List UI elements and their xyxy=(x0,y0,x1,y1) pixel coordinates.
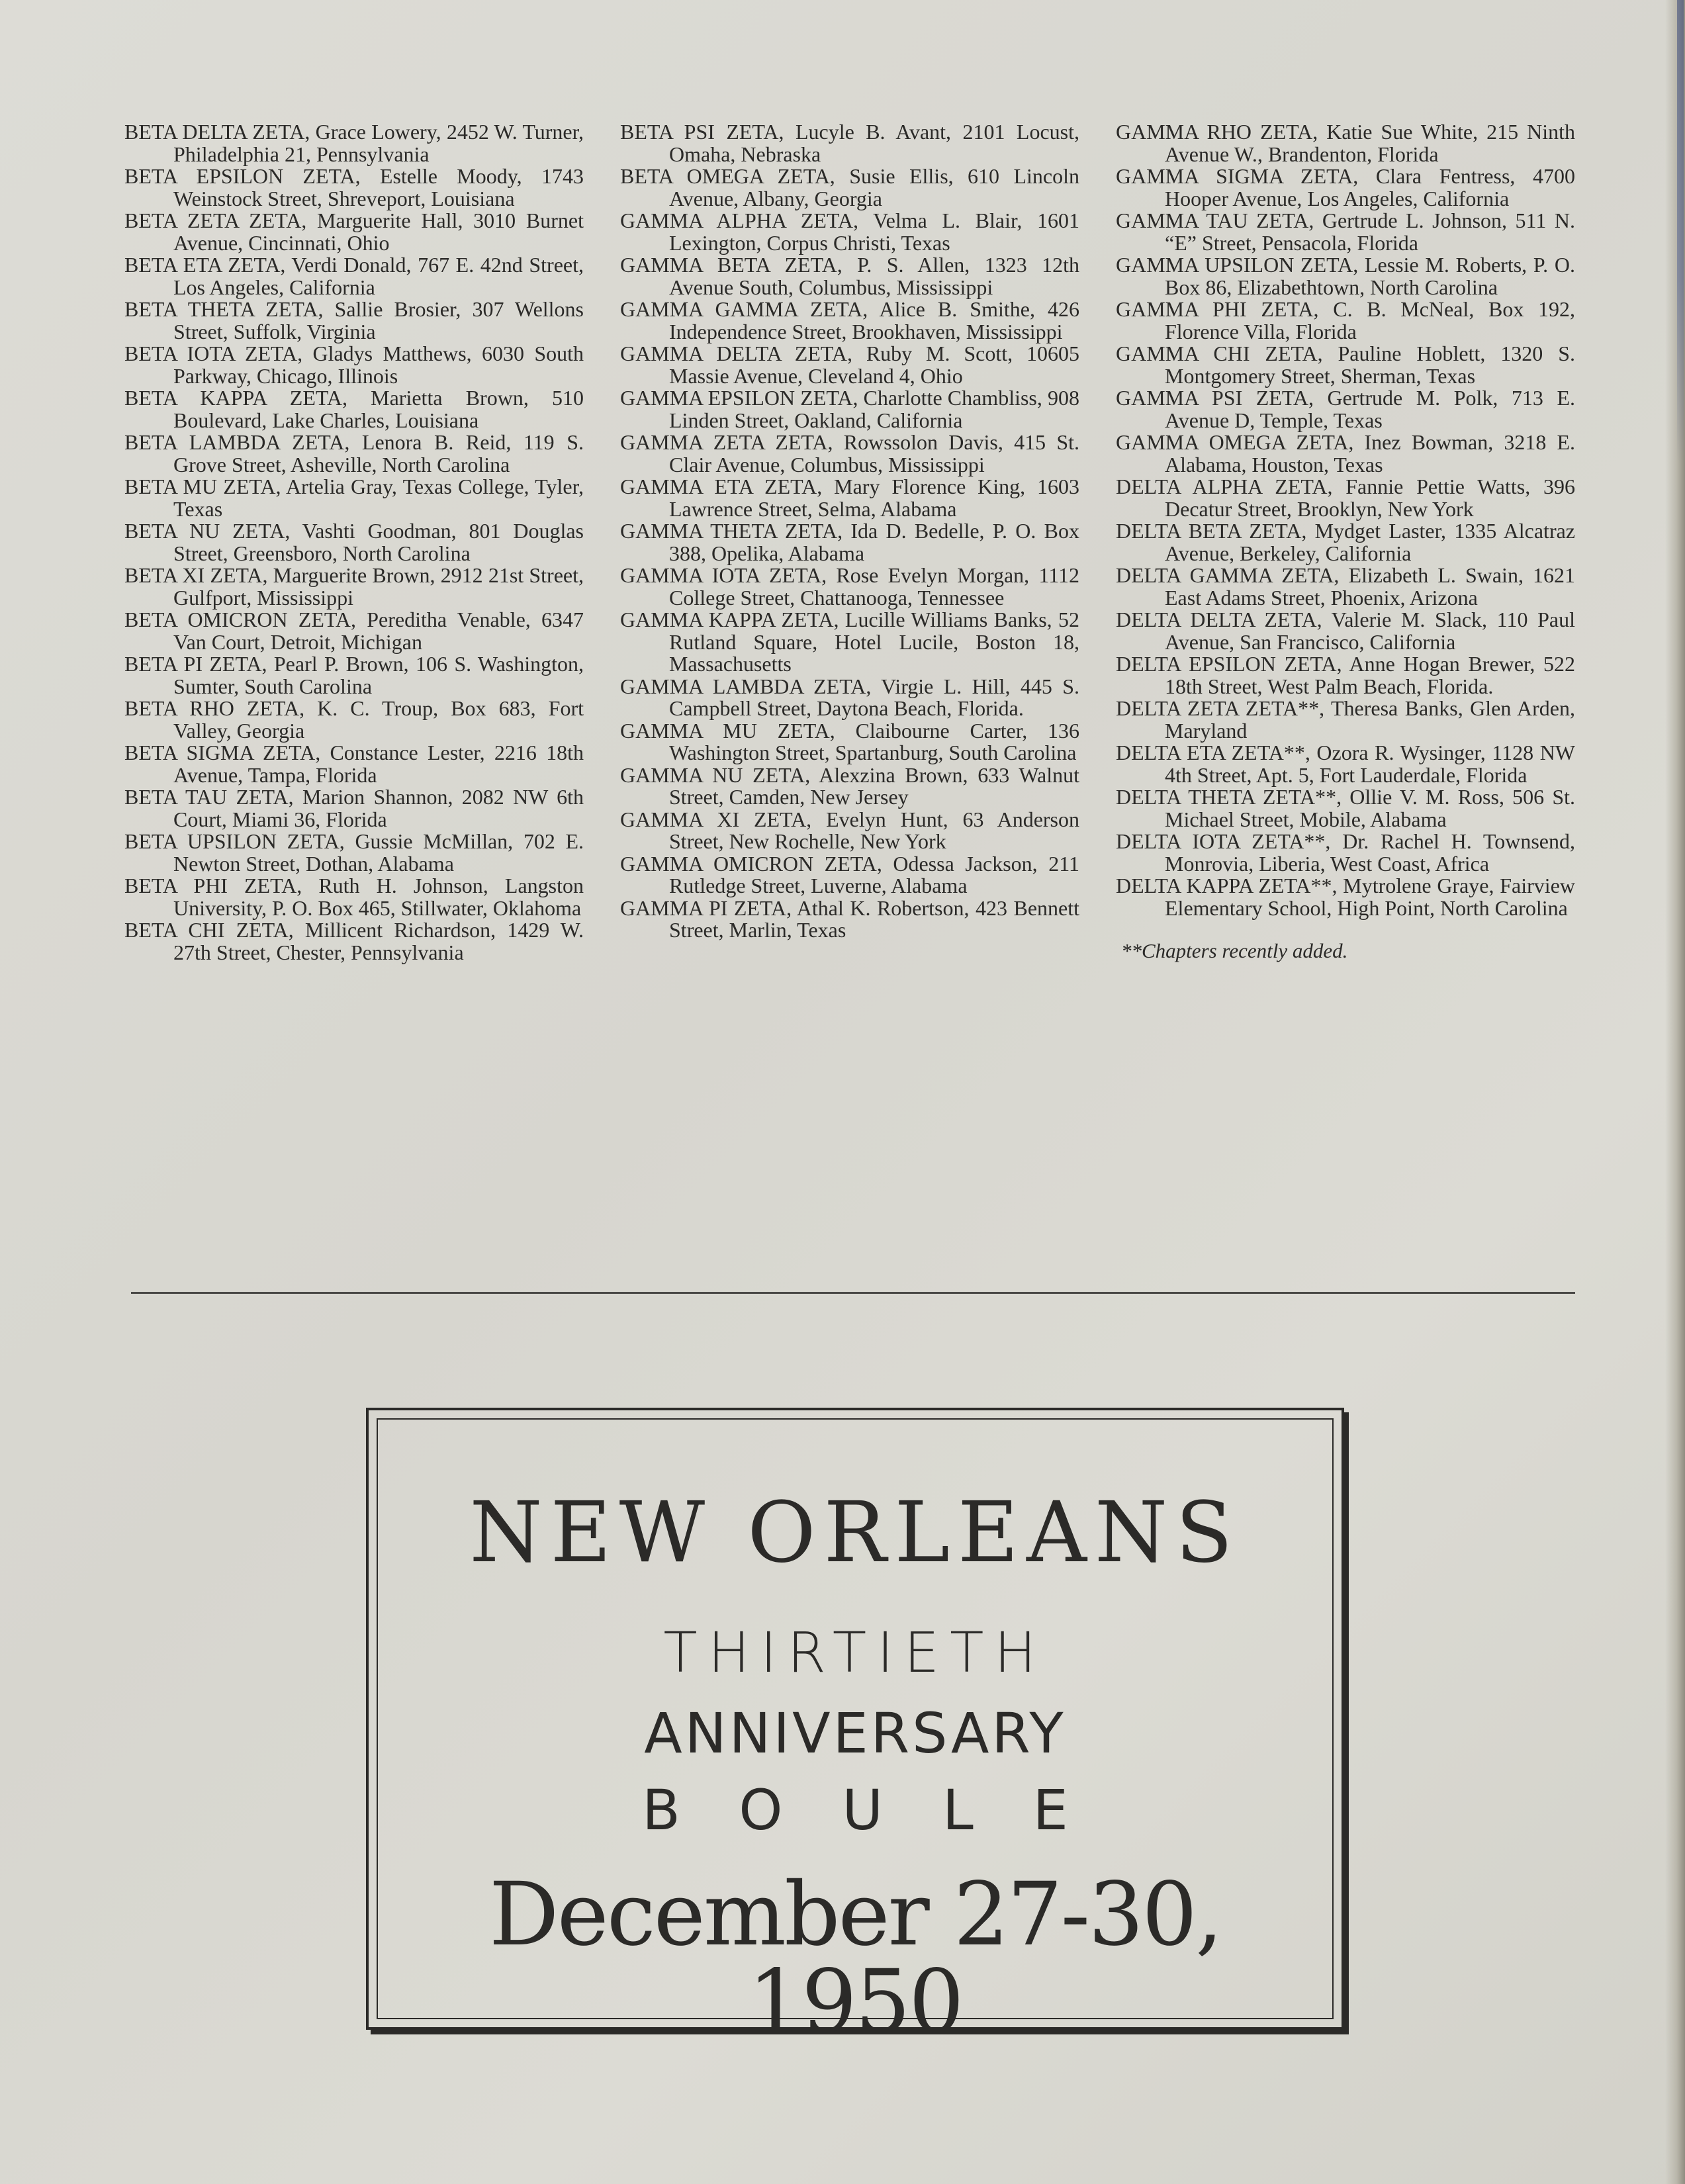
chapter-entry: GAMMA BETA ZETA, P. S. Allen, 1323 12th Avenue South, Columbus, Mississippi xyxy=(620,253,1079,299)
chapter-entry: BETA RHO ZETA, K. C. Troup, Box 683, Fort Valley, Georgia xyxy=(124,696,584,743)
chapter-entry: GAMMA XI ZETA, Evelyn Hunt, 63 Anderson Street, New Rochelle, New York xyxy=(620,807,1079,853)
chapter-entry: GAMMA MU ZETA, Claibourne Carter, 136 Washington Street, Spartanburg, South Carolina xyxy=(620,718,1079,764)
chapter-entry: BETA ETA ZETA, Verdi Donald, 767 E. 42nd Street, Los Angeles, California xyxy=(124,253,584,299)
chapter-entry: BETA ZETA ZETA, Marguerite Hall, 3010 Burnet Avenue, Cincinnati, Ohio xyxy=(124,208,584,255)
chapter-entry: DELTA DELTA ZETA, Valerie M. Slack, 110 Paul Avenue, San Francisco, California xyxy=(1116,608,1575,654)
chapter-entry: DELTA EPSILON ZETA, Anne Hogan Brewer, 522 18th Street, West Palm Beach, Florida. xyxy=(1116,652,1575,698)
chapter-entry: BETA CHI ZETA, Millicent Richardson, 1429 W. 27th Street, Chester, Pennsylvania xyxy=(124,918,584,964)
chapter-entry: BETA LAMBDA ZETA, Lenora B. Reid, 119 S. Grove Street, Asheville, North Carolina xyxy=(124,430,584,477)
chapter-entry: GAMMA IOTA ZETA, Rose Evelyn Morgan, 1112 College Street, Chattanooga, Tennessee xyxy=(620,563,1079,610)
chapter-entry: BETA KAPPA ZETA, Marietta Brown, 510 Boulevard, Lake Charles, Louisiana xyxy=(124,386,584,432)
boule-inner-frame xyxy=(377,1418,1334,2053)
chapter-entry: BETA THETA ZETA, Sallie Brosier, 307 Wellons Street, Suffolk, Virginia xyxy=(124,297,584,343)
chapter-entry: DELTA BETA ZETA, Mydget Laster, 1335 Alcatraz Avenue, Berkeley, California xyxy=(1116,519,1575,565)
chapter-entry: BETA IOTA ZETA, Gladys Matthews, 6030 South Parkway, Chicago, Illinois xyxy=(124,341,584,388)
chapter-entry: GAMMA SIGMA ZETA, Clara Fentress, 4700 Hooper Avenue, Los Angeles, California xyxy=(1116,164,1575,210)
chapter-entry: DELTA GAMMA ZETA, Elizabeth L. Swain, 1621 East Adams Street, Phoenix, Arizona xyxy=(1116,563,1575,610)
directory-column-3 xyxy=(1116,121,1575,983)
chapter-entry: BETA DELTA ZETA, Grace Lowery, 2452 W. Turner, Philadelphia 21, Pennsylvania xyxy=(124,120,584,166)
chapter-entry: GAMMA RHO ZETA, Katie Sue White, 215 Ninth Avenue W., Brandenton, Florida xyxy=(1116,120,1575,166)
boule-announcement xyxy=(366,1408,1344,2053)
chapter-entry: BETA PI ZETA, Pearl P. Brown, 106 S. Washington, Sumter, South Carolina xyxy=(124,652,584,698)
directory-column-1 xyxy=(124,121,584,983)
chapter-entry: BETA MU ZETA, Artelia Gray, Texas College, Tyler, Texas xyxy=(124,475,584,521)
announcement-dates: December 27-30, 1950 xyxy=(488,1864,1222,2053)
chapter-entry: BETA SIGMA ZETA, Constance Lester, 2216 18th Avenue, Tampa, Florida xyxy=(124,741,584,787)
chapter-entry: GAMMA KAPPA ZETA, Lucille Williams Banks, 52 Rutland Square, Hotel Lucile, Boston 18, Massachusetts xyxy=(620,608,1079,676)
chapter-entry: BETA PHI ZETA, Ruth H. Johnson, Langston University, P. O. Box 465, Stillwater, Oklahoma xyxy=(124,874,584,920)
chapter-entry: BETA EPSILON ZETA, Estelle Moody, 1743 Weinstock Street, Shreveport, Louisiana xyxy=(124,164,584,210)
chapter-entry: BETA XI ZETA, Marguerite Brown, 2912 21st Street, Gulfport, Mississippi xyxy=(124,563,584,610)
chapter-entry: GAMMA EPSILON ZETA, Charlotte Chambliss, 908 Linden Street, Oakland, California xyxy=(620,386,1079,432)
chapter-entry: GAMMA DELTA ZETA, Ruby M. Scott, 10605 Massie Avenue, Cleveland 4, Ohio xyxy=(620,341,1079,388)
chapter-directory xyxy=(124,121,1575,983)
chapter-entry: GAMMA NU ZETA, Alexzina Brown, 633 Walnut Street, Camden, New Jersey xyxy=(620,762,1079,809)
announcement-city: NEW ORLEANS xyxy=(469,1484,1241,1581)
announcement-line-1: THIRTIETH xyxy=(663,1620,1047,1685)
chapter-entry: GAMMA PSI ZETA, Gertrude M. Polk, 713 E. Avenue D, Temple, Texas xyxy=(1116,386,1575,432)
chapter-entry: BETA UPSILON ZETA, Gussie McMillan, 702 E. Newton Street, Dothan, Alabama xyxy=(124,829,584,876)
page-edge-tint xyxy=(1677,0,1684,463)
chapter-entry: DELTA ALPHA ZETA, Fannie Pettie Watts, 396 Decatur Street, Brooklyn, New York xyxy=(1116,475,1575,521)
chapter-entry: GAMMA LAMBDA ZETA, Virgie L. Hill, 445 S. Campbell Street, Daytona Beach, Florida. xyxy=(620,674,1079,720)
chapter-entry: GAMMA UPSILON ZETA, Lessie M. Roberts, P. O. Box 86, Elizabethtown, North Carolina xyxy=(1116,253,1575,299)
chapter-entry: GAMMA GAMMA ZETA, Alice B. Smithe, 426 Independence Street, Brookhaven, Mississippi xyxy=(620,297,1079,343)
chapter-entry: BETA OMEGA ZETA, Susie Ellis, 610 Lincoln Avenue, Albany, Georgia xyxy=(620,164,1079,210)
chapter-entry: GAMMA ZETA ZETA, Rowssolon Davis, 415 St. Clair Avenue, Columbus, Mississippi xyxy=(620,430,1079,477)
chapter-entry: GAMMA ALPHA ZETA, Velma L. Blair, 1601 Lexington, Corpus Christi, Texas xyxy=(620,208,1079,255)
chapter-entry: GAMMA PHI ZETA, C. B. McNeal, Box 192, Florence Villa, Florida xyxy=(1116,297,1575,343)
chapter-entry: GAMMA ETA ZETA, Mary Florence King, 1603 Lawrence Street, Selma, Alabama xyxy=(620,475,1079,521)
chapter-entry: GAMMA THETA ZETA, Ida D. Bedelle, P. O. Box 388, Opelika, Alabama xyxy=(620,519,1079,565)
chapter-entry: BETA NU ZETA, Vashti Goodman, 801 Douglas Street, Greensboro, North Carolina xyxy=(124,519,584,565)
chapter-entry: DELTA KAPPA ZETA**, Mytrolene Graye, Fairview Elementary School, High Point, North Carolina xyxy=(1116,874,1575,920)
footnote: **Chapters recently added. xyxy=(1121,939,1348,962)
directory-column-2 xyxy=(620,121,1079,983)
section-divider xyxy=(131,1292,1575,1294)
announcement-line-3: BOULE xyxy=(642,1778,1128,1843)
chapter-entry: GAMMA OMICRON ZETA, Odessa Jackson, 211 Rutledge Street, Luverne, Alabama xyxy=(620,851,1079,897)
chapter-entry: BETA OMICRON ZETA, Pereditha Venable, 6347 Van Court, Detroit, Michigan xyxy=(124,608,584,654)
chapter-entry: GAMMA TAU ZETA, Gertrude L. Johnson, 511 N. “E” Street, Pensacola, Florida xyxy=(1116,208,1575,255)
chapter-entry: DELTA THETA ZETA**, Ollie V. M. Ross, 506 St. Michael Street, Mobile, Alabama xyxy=(1116,785,1575,831)
chapter-entry: GAMMA CHI ZETA, Pauline Hoblett, 1320 S. Montgomery Street, Sherman, Texas xyxy=(1116,341,1575,388)
chapter-entry: BETA PSI ZETA, Lucyle B. Avant, 2101 Locust, Omaha, Nebraska xyxy=(620,120,1079,166)
chapter-entry: DELTA IOTA ZETA**, Dr. Rachel H. Townsend, Monrovia, Liberia, West Coast, Africa xyxy=(1116,829,1575,876)
chapter-entry: GAMMA OMEGA ZETA, Inez Bowman, 3218 E. Alabama, Houston, Texas xyxy=(1116,430,1575,477)
chapter-entry: GAMMA PI ZETA, Athal K. Robertson, 423 Bennett Street, Marlin, Texas xyxy=(620,895,1079,942)
chapter-entry: BETA TAU ZETA, Marion Shannon, 2082 NW 6th Court, Miami 36, Florida xyxy=(124,785,584,831)
chapter-entry: DELTA ZETA ZETA**, Theresa Banks, Glen Arden, Maryland xyxy=(1116,696,1575,743)
chapter-entry: DELTA ETA ZETA**, Ozora R. Wysinger, 1128 NW 4th Street, Apt. 5, Fort Lauderdale, Florida xyxy=(1116,741,1575,787)
announcement-line-2: ANNIVERSARY xyxy=(644,1701,1066,1766)
